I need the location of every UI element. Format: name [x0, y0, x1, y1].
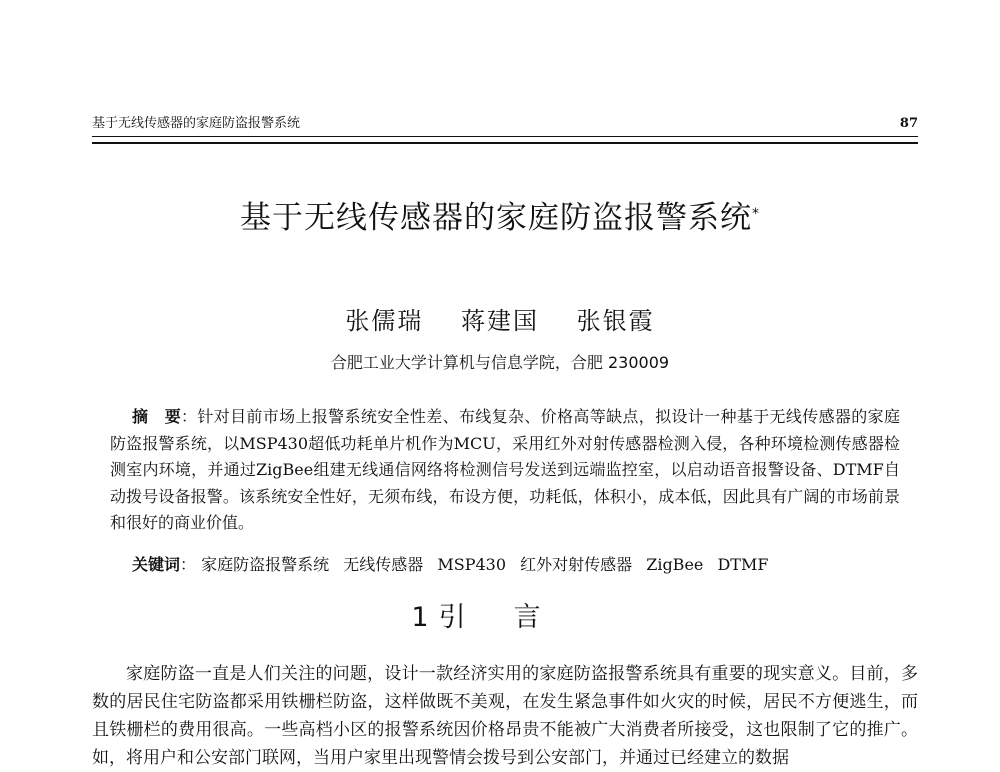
keywords	[132, 552, 902, 578]
author-name: 张儒瑞	[345, 307, 424, 335]
abstract-label: 摘 要	[132, 407, 182, 426]
keyword: MSP430	[437, 555, 506, 574]
keyword: 红外对射传感器	[520, 555, 633, 574]
author-name: 蒋建国	[461, 307, 539, 335]
title-footnote-mark: *	[752, 206, 760, 222]
paper-title	[0, 198, 1000, 238]
running-header-title: 基于无线传感器的家庭防盗报警系统	[92, 116, 301, 131]
keyword: 无线传感器	[343, 555, 424, 574]
page-number: 87	[899, 116, 918, 131]
keyword: ZigBee	[646, 555, 704, 574]
header-rule-thin	[92, 136, 918, 137]
abstract	[110, 404, 900, 537]
keywords-label: 关键词	[132, 555, 181, 574]
affiliation: 合肥工业大学计算机与信息学院，合肥 230009	[330, 353, 670, 372]
section-title: 引言	[438, 602, 589, 633]
body-paragraph: 家庭防盗一直是人们关注的问题，设计一款经济实用的家庭防盗报警系统具有重要的现实意义。目前，多数的居民住宅防盗都采用铁栅栏防盗，这样做既不美观，在发生紧急事件如火灾的时候，居民不方便逃生，而且铁栅栏的费用很高。一些高档小区的报警系统因价格昂贵不能被广大消费者所接受，这也限制了它的推广。如，将用户和公安部门联网，当用户家里出现警情会拨号到公安部门，并通过已经建立的数据	[92, 664, 918, 768]
section-heading	[0, 600, 1000, 636]
author-name: 张银霞	[576, 307, 655, 335]
keywords-separator: ：	[180, 555, 197, 574]
author-list	[0, 306, 1000, 336]
keyword: DTMF	[717, 555, 769, 574]
paper-title-text: 基于无线传感器的家庭防盗报警系统	[240, 200, 752, 236]
section-number: 1	[411, 602, 429, 633]
header-rule-thick	[92, 142, 918, 144]
abstract-text: ：针对目前市场上报警系统安全性差、布线复杂、价格高等缺点，拟设计一种基于无线传感器的家庭防盗报警系统，以MSP430超低功耗单片机作为MCU，采用红外对射传感器检测入侵，各种环境检测传感器检测室内环境，并通过ZigBee组建无线通信网络将检测信号发送到远端监控室，以启动语音报警设备、DTMF自动拨号设备报警。该系统安全性好，无须布线，布设方便，功耗低，体积小，成本低，因此具有广阔的市场前景和很好的商业价值。	[110, 407, 900, 532]
keyword: 家庭防盗报警系统	[201, 555, 330, 574]
